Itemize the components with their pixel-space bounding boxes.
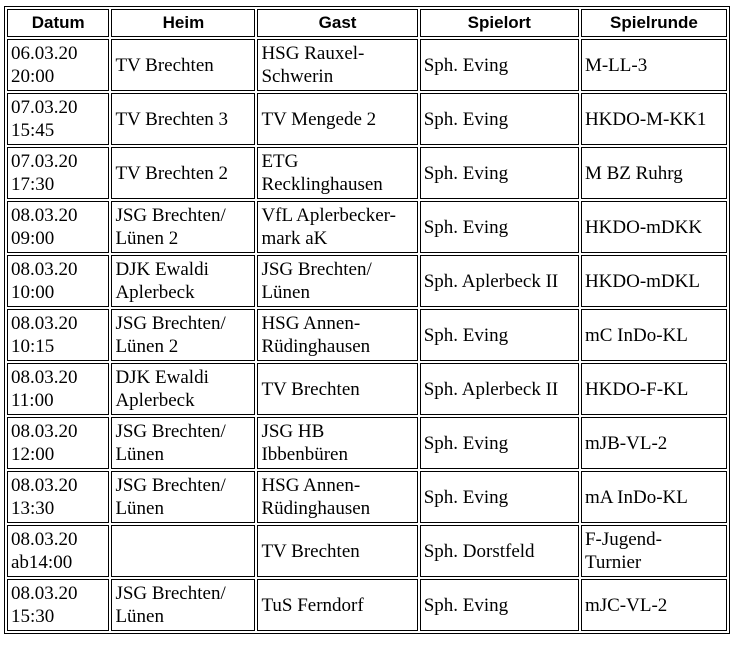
- cell-heim: DJK Ewaldi Aplerbeck: [111, 255, 255, 307]
- table-row: [7, 39, 727, 91]
- cell-datum: 08.03.20 13:30: [7, 471, 109, 523]
- cell-datum: 06.03.20 20:00: [7, 39, 109, 91]
- cell-spielrunde: mJC-VL-2: [581, 579, 727, 631]
- cell-spielrunde: HKDO-M-KK1: [581, 93, 727, 145]
- cell-spielort: Sph. Eving: [420, 93, 579, 145]
- header-spielort: Spielort: [420, 9, 579, 37]
- cell-spielort: Sph. Eving: [420, 309, 579, 361]
- cell-datum: 08.03.20 15:30: [7, 579, 109, 631]
- table-row: [7, 525, 727, 577]
- header-gast: Gast: [257, 9, 417, 37]
- table-row: [7, 255, 727, 307]
- cell-heim: JSG Brechten/ Lünen: [111, 579, 255, 631]
- cell-gast: VfL Aplerbecker- mark aK: [257, 201, 417, 253]
- cell-spielort: Sph. Eving: [420, 471, 579, 523]
- table-row: [7, 309, 727, 361]
- cell-spielrunde: HKDO-mDKL: [581, 255, 727, 307]
- cell-spielort: Sph. Dorstfeld: [420, 525, 579, 577]
- cell-datum: 08.03.20 12:00: [7, 417, 109, 469]
- cell-spielrunde: mC InDo-KL: [581, 309, 727, 361]
- cell-spielrunde: HKDO-F-KL: [581, 363, 727, 415]
- header-heim: Heim: [111, 9, 255, 37]
- header-datum: Datum: [7, 9, 109, 37]
- cell-gast: HSG Rauxel- Schwerin: [257, 39, 417, 91]
- cell-spielort: Sph. Aplerbeck II: [420, 255, 579, 307]
- cell-gast: TuS Ferndorf: [257, 579, 417, 631]
- cell-datum: 07.03.20 17:30: [7, 147, 109, 199]
- cell-heim: JSG Brechten/ Lünen 2: [111, 309, 255, 361]
- cell-heim: JSG Brechten/ Lünen: [111, 471, 255, 523]
- table-row: [7, 147, 727, 199]
- cell-datum: 07.03.20 15:45: [7, 93, 109, 145]
- header-spielrunde: Spielrunde: [581, 9, 727, 37]
- cell-gast: TV Brechten: [257, 363, 417, 415]
- table-row: [7, 579, 727, 631]
- header-row: [7, 9, 727, 37]
- cell-heim: JSG Brechten/ Lünen 2: [111, 201, 255, 253]
- cell-spielrunde: mA InDo-KL: [581, 471, 727, 523]
- cell-datum: 08.03.20 09:00: [7, 201, 109, 253]
- cell-heim: TV Brechten 3: [111, 93, 255, 145]
- cell-spielrunde: F-Jugend- Turnier: [581, 525, 727, 577]
- cell-gast: HSG Annen- Rüdinghausen: [257, 471, 417, 523]
- cell-gast: TV Brechten: [257, 525, 417, 577]
- cell-gast: HSG Annen- Rüdinghausen: [257, 309, 417, 361]
- cell-datum: 08.03.20 10:00: [7, 255, 109, 307]
- table-row: [7, 417, 727, 469]
- cell-spielort: Sph. Eving: [420, 579, 579, 631]
- match-schedule-table: [4, 6, 730, 634]
- cell-datum: 08.03.20 11:00: [7, 363, 109, 415]
- table-row: [7, 201, 727, 253]
- cell-spielort: Sph. Eving: [420, 147, 579, 199]
- table-row: [7, 93, 727, 145]
- cell-heim: TV Brechten 2: [111, 147, 255, 199]
- cell-gast: ETG Recklinghausen: [257, 147, 417, 199]
- table-row: [7, 471, 727, 523]
- cell-spielrunde: HKDO-mDKK: [581, 201, 727, 253]
- cell-datum: 08.03.20 10:15: [7, 309, 109, 361]
- cell-spielrunde: M-LL-3: [581, 39, 727, 91]
- cell-heim: DJK Ewaldi Aplerbeck: [111, 363, 255, 415]
- cell-spielrunde: mJB-VL-2: [581, 417, 727, 469]
- cell-heim: JSG Brechten/ Lünen: [111, 417, 255, 469]
- cell-spielrunde: M BZ Ruhrg: [581, 147, 727, 199]
- schedule-wrapper: [4, 6, 730, 634]
- cell-gast: JSG HB Ibbenbüren: [257, 417, 417, 469]
- cell-spielort: Sph. Eving: [420, 201, 579, 253]
- cell-spielort: Sph. Eving: [420, 39, 579, 91]
- cell-heim: TV Brechten: [111, 39, 255, 91]
- table-row: [7, 363, 727, 415]
- cell-spielort: Sph. Eving: [420, 417, 579, 469]
- cell-datum: 08.03.20 ab14:00: [7, 525, 109, 577]
- cell-heim: [111, 525, 255, 577]
- cell-gast: TV Mengede 2: [257, 93, 417, 145]
- cell-gast: JSG Brechten/ Lünen: [257, 255, 417, 307]
- cell-spielort: Sph. Aplerbeck II: [420, 363, 579, 415]
